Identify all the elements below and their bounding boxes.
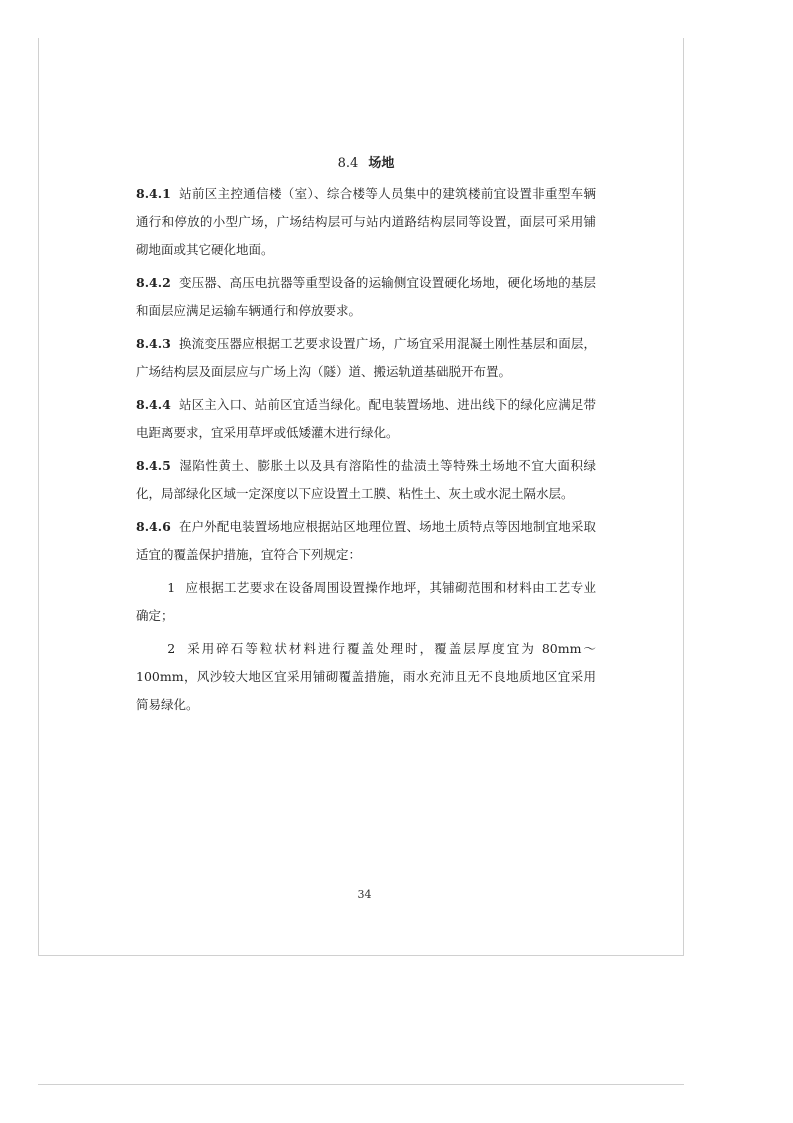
clause-8-4-6 [136,513,596,569]
section-number: 8.4 [337,156,359,171]
clause-text: 在户外配电装置场地应根据站区地理位置、场地土质特点等因地制宜地采取适宜的覆盖保护措施，宜符合下列规定： [136,519,596,562]
clause-number: 8.4.5 [136,458,171,473]
item-number: 1 [167,580,176,595]
clause-8-4-2 [136,269,596,325]
clause-number: 8.4.6 [136,519,171,534]
page-number: 34 [357,888,372,901]
clause-8-4-4 [136,391,596,447]
item-text: 应根据工艺要求在设备周围设置操作地坪，其铺砌范围和材料由工艺专业确定； [136,580,596,623]
clause-number: 8.4.1 [136,186,171,201]
clause-number: 8.4.3 [136,336,171,351]
list-item-2 [136,635,596,719]
clause-8-4-5 [136,452,596,508]
clause-8-4-1 [136,180,596,264]
clause-text: 湿陷性黄土、膨胀土以及具有溶陷性的盐渍土等特殊土场地不宜大面积绿化，局部绿化区域一定深度以下应设置土工膜、粘性土、灰土或水泥土隔水层。 [136,458,596,501]
clause-number: 8.4.2 [136,275,171,290]
item-number: 2 [167,641,176,656]
section-heading [136,150,596,178]
clause-text: 换流变压器应根据工艺要求设置广场，广场宜采用混凝土刚性基层和面层，广场结构层及面层应与广场上沟（隧）道、搬运轨道基础脱开布置。 [136,336,596,379]
page-divider [38,1084,684,1085]
clause-text: 站前区主控通信楼（室）、综合楼等人员集中的建筑楼前宜设置非重型车辆通行和停放的小型广场，广场结构层可与站内道路结构层同等设置，面层可采用铺砌地面或其它硬化地面。 [136,186,596,257]
clause-number: 8.4.4 [136,397,171,412]
clause-8-4-3 [136,330,596,386]
list-item-1 [136,574,596,630]
section-title: 场地 [368,156,395,171]
document-body [136,150,596,724]
item-text: 采用碎石等粒状材料进行覆盖处理时，覆盖层厚度宜为 80mm～100mm，风沙较大地区宜采用铺砌覆盖措施，雨水充沛且无不良地质地区宜采用简易绿化。 [136,641,596,712]
clause-text: 变压器、高压电抗器等重型设备的运输侧宜设置硬化场地，硬化场地的基层和面层应满足运输车辆通行和停放要求。 [136,275,596,318]
clause-text: 站区主入口、站前区宜适当绿化。配电装置场地、进出线下的绿化应满足带电距离要求，宜采用草坪或低矮灌木进行绿化。 [136,397,596,440]
